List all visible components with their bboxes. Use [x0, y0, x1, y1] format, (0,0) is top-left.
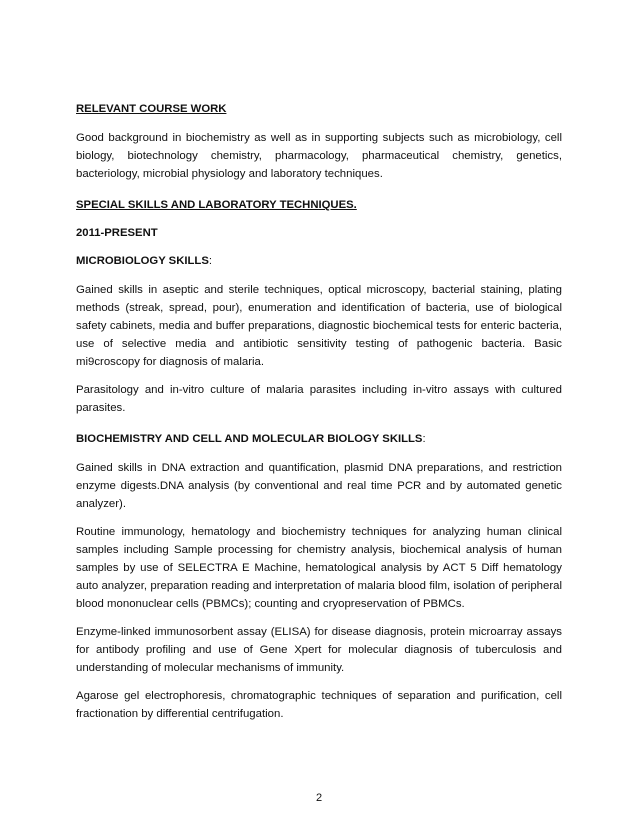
biochemistry-heading	[76, 431, 562, 447]
microbiology-heading-text: MICROBIOLOGY SKILLS	[76, 255, 209, 267]
period-heading: 2011-PRESENT	[76, 227, 158, 239]
microbiology-heading	[76, 253, 562, 269]
special-skills-heading: SPECIAL SKILLS AND LABORATORY TECHNIQUES.	[76, 199, 357, 211]
electrophoresis-paragraph: Agarose gel electrophoresis, chromatographic techniques of separation and purification, cell fractionation by differential centrifugation.	[76, 690, 562, 720]
dna-skills-paragraph: Gained skills in DNA extraction and quantification, plasmid DNA preparations, and restriction enzyme digests.DNA analysis (by conventional and real time PCR and by automated genetic analyzer).	[76, 462, 562, 510]
biochemistry-heading-colon: :	[422, 433, 426, 445]
elisa-paragraph: Enzyme-linked immunosorbent assay (ELISA) for disease diagnosis, protein microarray assays for antibody profiling and use of Gene Xpert for molecular diagnosis of tuberculosis and understanding of molecular mechanisms of immunity.	[76, 626, 562, 674]
immunology-paragraph: Routine immunology, hematology and biochemistry techniques for analyzing human clinical samples including Sample processing for chemistry analysis, biochemical analysis of human samples by use of SELECTRA E Machine, hematological analysis by ACT 5 Diff hematology auto analyzer, preparation reading and interpretation of malaria blood film, isolation of peripheral blood mononuclear cells (PBMCs); counting and cryopreservation of PBMCs.	[76, 526, 562, 610]
microbiology-heading-colon: :	[208, 255, 212, 267]
page-number: 2	[315, 792, 323, 804]
course-work-text: Good background in biochemistry as well as in supporting subjects such as microbiology, cell biology, biotechnology chemistry, pharmacology, pharmaceutical chemistry, genetics, bacteriology, microbial physiology and laboratory techniques.	[76, 132, 562, 180]
biochemistry-heading-text: BIOCHEMISTRY AND CELL AND MOLECULAR BIOLOGY SKILLS	[76, 433, 423, 445]
microbiology-paragraph: Gained skills in aseptic and sterile techniques, optical microscopy, bacterial staining, plating methods (streak, spread, pour), enumeration and identification of bacteria, use of biological safety cabinets, media and buffer preparations, diagnostic biochemical tests for enteric bacteria, use of selective media and antibiotic sensitivity testing of pathogenic bacteria. Basic mi9croscopy for diagnosis of malaria.	[76, 284, 562, 368]
course-work-heading: RELEVANT COURSE WORK	[76, 103, 227, 115]
page-content	[76, 101, 562, 733]
parasitology-paragraph: Parasitology and in-vitro culture of malaria parasites including in-vitro assays with cultured parasites.	[76, 384, 562, 414]
